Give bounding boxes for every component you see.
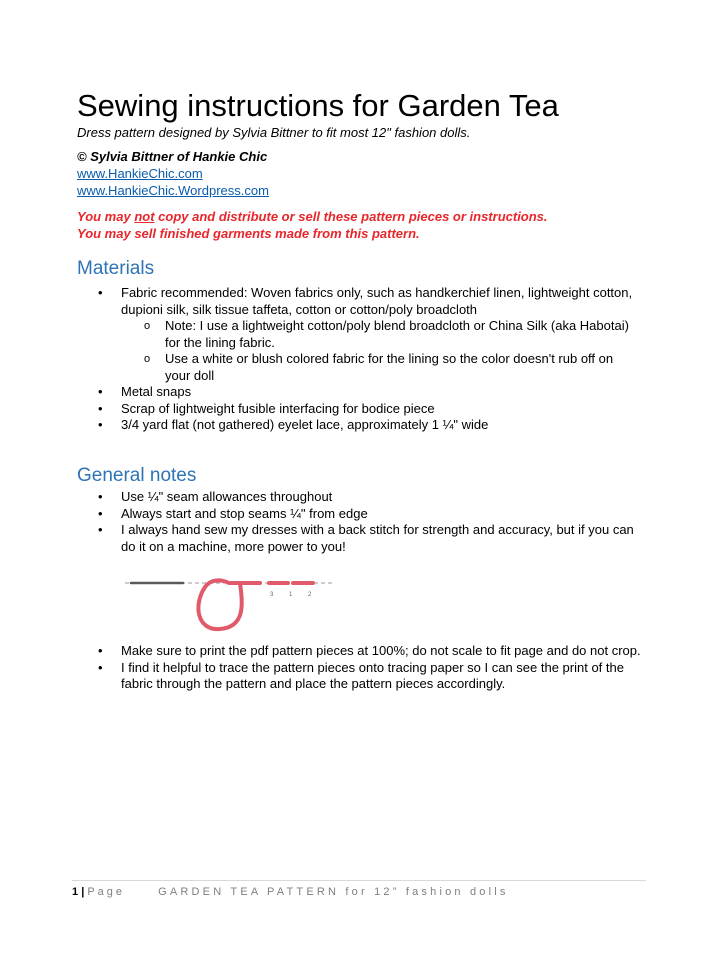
document-subtitle: Dress pattern designed by Sylvia Bittner to fit most 12" fashion dolls. [77, 125, 471, 140]
list-item [0, 643, 641, 660]
sub-list-item-text: Note: I use a lightweight cotton/poly blend broadcloth or China Silk (aka Habotai) for the lining fabric. [165, 318, 629, 350]
stitch-label: 3 [270, 592, 274, 598]
page-footer [72, 885, 509, 899]
list-item [0, 401, 641, 418]
bullet-icon: • [98, 522, 103, 537]
bullet-icon: • [98, 417, 103, 432]
page-word: Page [87, 886, 126, 898]
general-notes-list [0, 489, 641, 555]
list-item [0, 384, 641, 401]
sub-list-item [121, 318, 641, 351]
bullet-icon: • [98, 489, 103, 504]
warning-not-emphasis: not [134, 209, 155, 224]
list-item [0, 417, 641, 434]
footer-divider [72, 880, 646, 881]
materials-list [0, 285, 641, 434]
list-item [0, 660, 641, 693]
thread-loop [198, 580, 241, 629]
list-item-text: Use ¼" seam allowances throughout [121, 489, 333, 504]
sub-list [121, 318, 641, 384]
list-item-text: Make sure to print the pdf pattern pieces at 100%; do not scale to fit page and do not crop. [121, 643, 641, 658]
bullet-icon: • [98, 659, 103, 675]
list-item-text: Scrap of lightweight fusible interfacing for bodice piece [121, 400, 435, 416]
page-number: 1 [72, 886, 79, 898]
hankiechic-wordpress-link[interactable]: www.HankieChic.Wordpress.com [77, 183, 269, 198]
stitch-label: 1 [289, 592, 293, 598]
list-item [0, 285, 641, 384]
stitch-label: 2 [308, 592, 312, 598]
sell-permission-note: You may sell finished garments made from this pattern. [77, 226, 420, 241]
document-title: Sewing instructions for Garden Tea [77, 88, 559, 123]
warning-text-post: copy and distribute or sell these pattern pieces or instructions. [154, 209, 548, 224]
warning-text-pre: You may [77, 209, 135, 224]
list-item-text: I find it helpful to trace the pattern pieces onto tracing paper so I can see the print of the fabric through the pattern and place the pattern pieces accordingly. [121, 659, 624, 691]
general-notes-list-continued [0, 643, 641, 693]
bullet-icon: • [98, 400, 103, 416]
bullet-icon: • [98, 285, 103, 300]
list-item-text: I always hand sew my dresses with a back stitch for strength and accuracy, but if you can do it on a machine, more power to you! [121, 522, 634, 554]
circle-bullet-icon: o [144, 353, 151, 365]
bullet-icon: • [98, 384, 103, 399]
circle-bullet-icon: o [144, 320, 151, 332]
copy-warning [77, 208, 548, 225]
materials-heading: Materials [77, 258, 155, 279]
list-item [0, 522, 641, 555]
footer-separator: | [81, 886, 85, 898]
footer-document-title: GARDEN TEA PATTERN for 12” fashion dolls [158, 886, 509, 898]
bullet-icon: • [98, 643, 103, 658]
back-stitch-illustration [125, 565, 335, 635]
general-notes-heading: General notes [77, 465, 197, 486]
hankiechic-link[interactable]: www.HankieChic.com [77, 166, 203, 181]
list-item-text: Always start and stop seams ¼" from edge [121, 505, 368, 521]
list-item-text: Fabric recommended: Woven fabrics only, such as handkerchief linen, lightweight cotton, dupioni silk, silk tissue taffeta, cotton or cotton/poly broadcloth [121, 285, 633, 317]
list-item-text: 3/4 yard flat (not gathered) eyelet lace, approximately 1 ¼" wide [121, 417, 489, 432]
list-item [0, 506, 641, 523]
copyright-line: © Sylvia Bittner of Hankie Chic [77, 149, 268, 164]
sub-list-item [121, 351, 641, 384]
sub-list-item-text: Use a white or blush colored fabric for the lining so the color doesn't rub off on your doll [165, 351, 614, 383]
bullet-icon: • [98, 505, 103, 521]
list-item-text: Metal snaps [121, 384, 192, 399]
list-item [0, 489, 641, 506]
